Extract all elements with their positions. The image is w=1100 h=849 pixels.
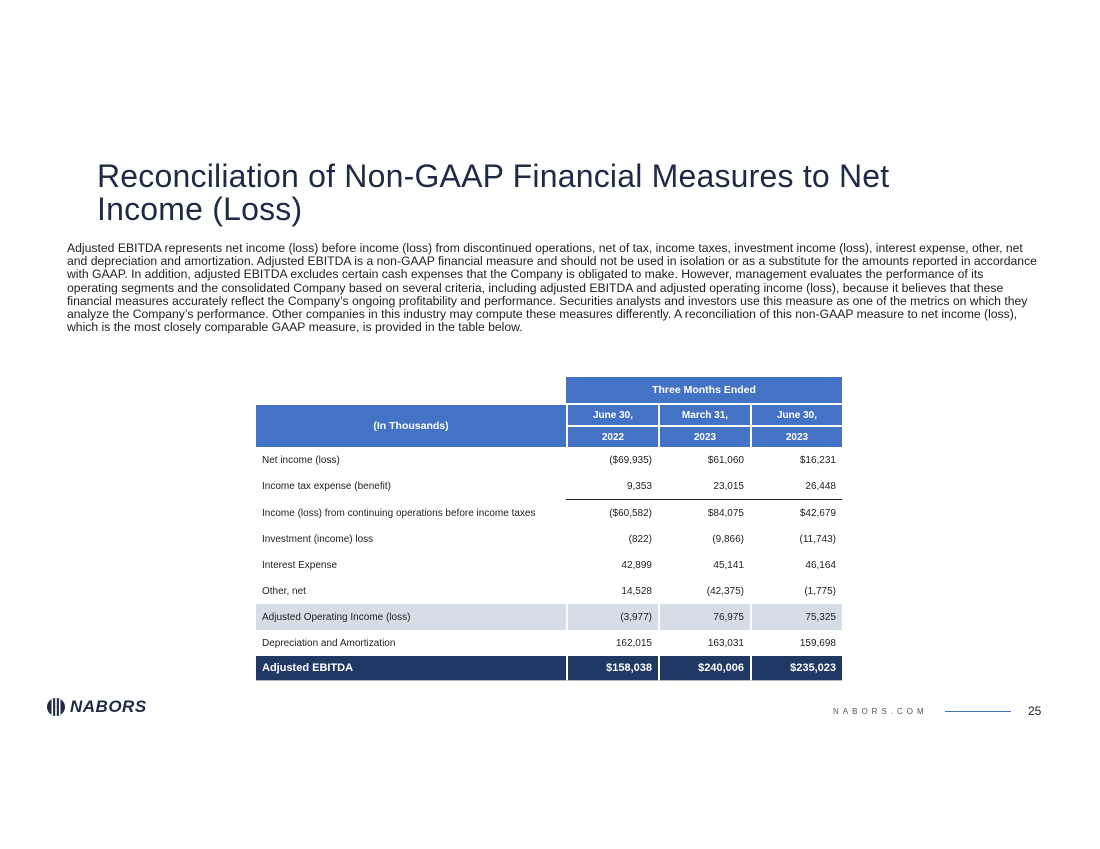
nabors-logo bbox=[46, 697, 147, 717]
row-value: (3,977) bbox=[566, 604, 658, 630]
header-three-months-ended: Three Months Ended bbox=[566, 377, 842, 403]
table-row-total bbox=[256, 656, 842, 681]
row-label: Net income (loss) bbox=[262, 454, 340, 466]
row-value: 46,164 bbox=[805, 559, 836, 571]
row-value: 42,899 bbox=[621, 559, 652, 571]
row-value: 9,353 bbox=[566, 473, 658, 500]
header-col-3-month: June 30, bbox=[750, 403, 842, 425]
row-value: 75,325 bbox=[750, 604, 842, 630]
nabors-logo-icon bbox=[46, 697, 66, 717]
table-row bbox=[256, 552, 842, 578]
row-label: Investment (income) loss bbox=[262, 533, 374, 545]
row-value: $61,060 bbox=[707, 454, 744, 466]
header-col-2-year: 2023 bbox=[658, 425, 750, 447]
row-label: Adjusted Operating Income (loss) bbox=[256, 604, 566, 630]
table-row bbox=[256, 473, 842, 500]
row-value: 163,031 bbox=[707, 637, 744, 649]
header-in-thousands: (In Thousands) bbox=[256, 403, 566, 447]
footer-divider bbox=[945, 711, 1011, 712]
row-label: Income tax expense (benefit) bbox=[262, 481, 391, 492]
reconciliation-table bbox=[256, 377, 842, 681]
row-value: $42,679 bbox=[799, 507, 836, 519]
row-value: $158,038 bbox=[566, 656, 658, 681]
row-label: Other, net bbox=[262, 585, 306, 597]
row-value: ($69,935) bbox=[609, 454, 652, 466]
row-value: $235,023 bbox=[750, 656, 842, 681]
table-row bbox=[256, 578, 842, 604]
page-number: 25 bbox=[1028, 704, 1042, 718]
table-row bbox=[256, 630, 842, 656]
website-link[interactable]: NABORS.COM bbox=[833, 707, 928, 716]
row-value: $16,231 bbox=[799, 454, 836, 466]
header-col-1-year: 2022 bbox=[566, 425, 658, 447]
row-value: (42,375) bbox=[706, 585, 744, 597]
row-value: (822) bbox=[628, 533, 652, 545]
row-value: 26,448 bbox=[750, 473, 842, 500]
row-value: 162,015 bbox=[615, 637, 652, 649]
header-col-1-month: June 30, bbox=[566, 403, 658, 425]
table-row bbox=[256, 500, 842, 526]
table-header-month-row bbox=[256, 403, 842, 425]
logo-wordmark: NABORS bbox=[70, 697, 147, 716]
table-row bbox=[256, 447, 842, 473]
header-col-2-month: March 31, bbox=[658, 403, 750, 425]
page-title: Reconciliation of Non-GAAP Financial Measures to Net Income (Loss) bbox=[97, 158, 890, 227]
header-col-3-year: 2023 bbox=[750, 425, 842, 447]
row-label: Adjusted EBITDA bbox=[256, 656, 566, 681]
row-value: $240,006 bbox=[658, 656, 750, 681]
row-value: ($60,582) bbox=[609, 507, 652, 519]
row-value: (1,775) bbox=[804, 585, 836, 597]
row-label: Depreciation and Amortization bbox=[262, 637, 396, 649]
row-label: Interest Expense bbox=[262, 559, 338, 571]
row-value: 76,975 bbox=[658, 604, 750, 630]
row-value: 23,015 bbox=[658, 473, 750, 500]
table-row-subtotal bbox=[256, 604, 842, 630]
row-value: 45,141 bbox=[713, 559, 744, 571]
row-value: (9,866) bbox=[712, 533, 744, 545]
row-label: Income (loss) from continuing operations before income taxes bbox=[262, 507, 536, 519]
intro-paragraph: Adjusted EBITDA represents net income (loss) before income (loss) from discontinued operations, net of tax, income taxes, investment income (loss), interest expense, other, net and depreciation and amortization. Adjusted EBITDA is a non-GAAP financial measure and should not be used in isolation or as a substitute for the amounts reported in accordance with GAAP. In addition, adjusted EBITDA excludes certain cash expenses that the Company is obligated to make. However, management evaluates the performance of its operating segments and the consolidated Company based on several criteria, including adjusted EBITDA and adjusted operating income (loss), because it believes that these financial measures accurately reflect the Company’s ongoing profitability and performance. Securities analysts and investors use this measure as one of the metrics on which they analyze the Company’s performance. Other companies in this industry may compute these measures differently. A reconciliation of this non-GAAP measure to net income (loss), which is the most closely comparable GAAP measure, is provided in the table below. bbox=[67, 241, 1037, 335]
table-row bbox=[256, 526, 842, 552]
row-value: $84,075 bbox=[707, 507, 744, 519]
row-value: (11,743) bbox=[799, 533, 836, 545]
row-value: 14,528 bbox=[621, 585, 652, 597]
row-value: 159,698 bbox=[799, 637, 836, 649]
table-header-group-row bbox=[256, 377, 842, 403]
